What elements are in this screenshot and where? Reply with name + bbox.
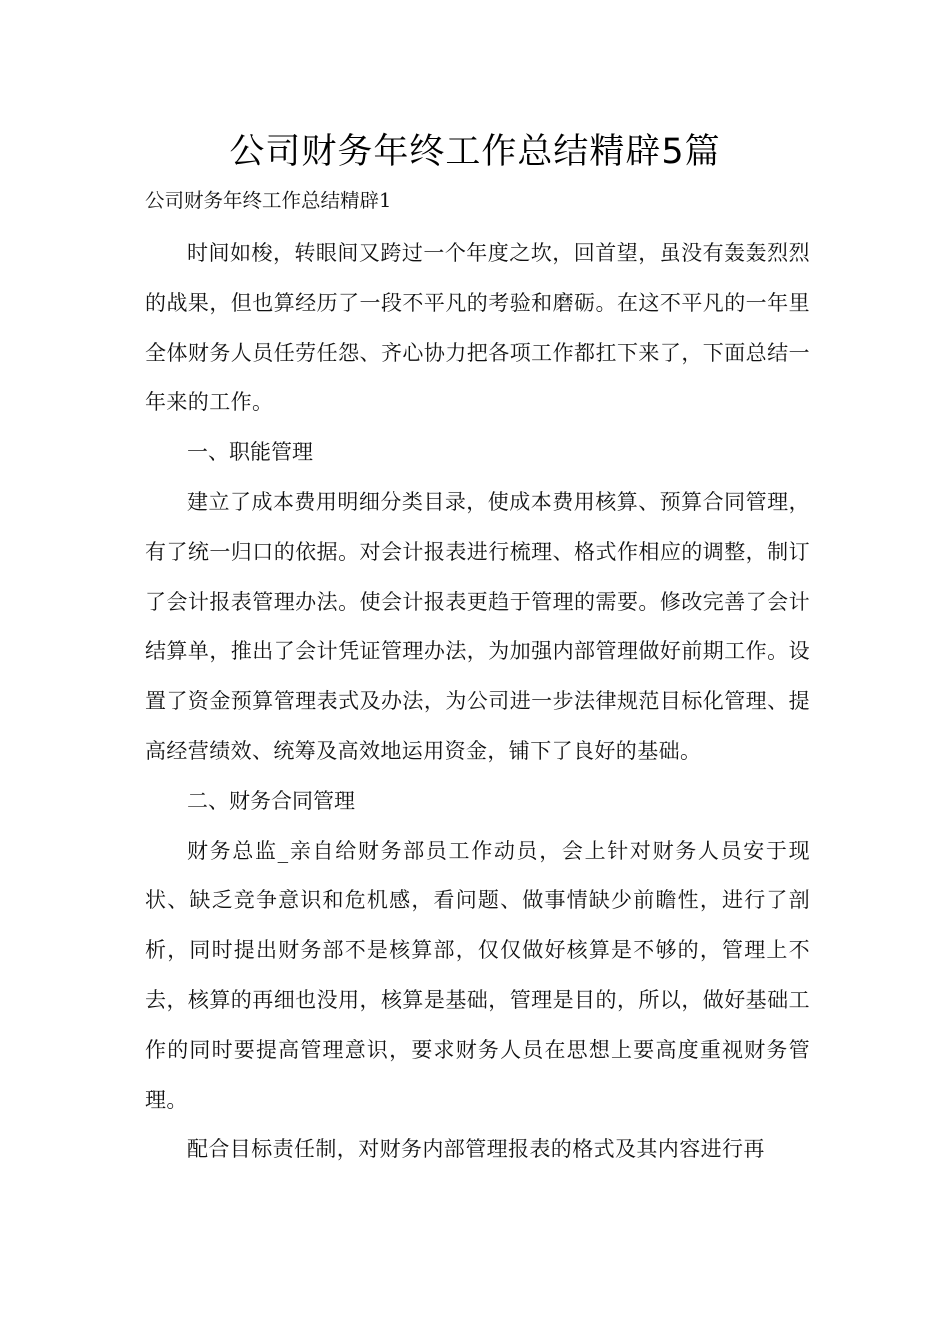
heading-function-management: 一、职能管理 [187,440,313,465]
section-subtitle: 公司财务年终工作总结精辟1 [145,189,392,212]
heading-contract-management: 二、财务合同管理 [187,788,355,813]
document-title: 公司财务年终工作总结精辟5篇 [229,132,721,172]
paragraph-target-responsibility: 配合目标责任制，对财务内部管理报表的格式及其内容进行再 [187,1137,765,1162]
paragraph-contract-management: 财务总监_亲自给财务部员工作动员，会上针对财务人员安于现状、缺乏竞争意识和危机感，看问题、做事情缺少前瞻性，进行了剖析，同时提出财务部不是核算部，仅仅做好核算是不够的，管理上不去，核算的再细也没用，核算是基础，管理是目的，所以，做好基础工作的同时要提高管理意识，要求财务人员在思想上要高度重视财务管理。 [145,838,810,1112]
paragraph-intro: 时间如梭，转眼间又跨过一个年度之坎，回首望，虽没有轰轰烈烈的战果，但也算经历了一段不平凡的考验和磨砺。在这不平凡的一年里全体财务人员任劳任怨、齐心协力把各项工作都扛下来了，下面总结一年来的工作。 [145,241,810,415]
document-body [145,229,810,1175]
paragraph-function-management: 建立了成本费用明细分类目录，使成本费用核算、预算合同管理，有了统一归口的依据。对会计报表进行梳理、格式作相应的调整，制订了会计报表管理办法。使会计报表更趋于管理的需要。修改完善了会计结算单，推出了会计凭证管理办法，为加强内部管理做好前期工作。设置了资金预算管理表式及办法，为公司进一步法律规范目标化管理、提高经营绩效、统筹及高效地运用资金，铺下了良好的基础。 [145,489,810,763]
